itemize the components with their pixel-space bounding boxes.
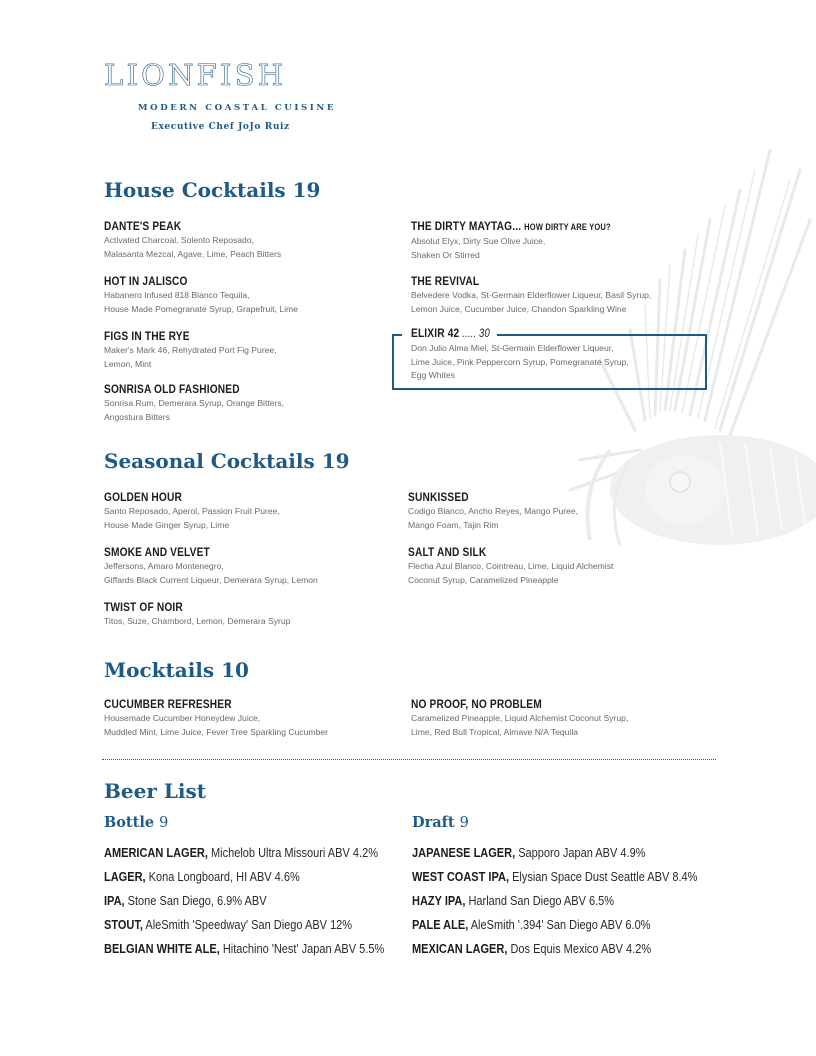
menu-item — [411, 274, 711, 315]
beer-item — [104, 941, 384, 956]
beer-item — [412, 869, 697, 884]
item-description: Lemon, Mint — [104, 358, 152, 369]
menu-item — [104, 219, 404, 260]
beer-type: STOUT, — [104, 917, 143, 932]
beer-type: BELGIAN WHITE ALE, — [104, 941, 220, 956]
item-description: Habanero Infused 818 Blanco Tequila, — [104, 290, 250, 300]
beer-item — [104, 869, 300, 884]
item-description: Santo Reposado, Aperol, Passion Fruit Puree, — [104, 506, 280, 516]
item-name: TWIST OF NOIR — [104, 600, 183, 614]
item-note: HOW DIRTY ARE YOU? — [524, 222, 611, 232]
item-name: NO PROOF, NO PROBLEM — [411, 697, 542, 711]
bottle-label: Bottle — [104, 814, 155, 831]
beer-type: HAZY IPA, — [412, 893, 466, 908]
item-description: Giffards Black Current Liqueur, Demerara Syrup, Lemon — [104, 574, 318, 585]
item-name: HOT IN JALISCO — [104, 274, 188, 288]
section-title-beer-list: Beer List — [104, 779, 207, 803]
menu-item — [104, 545, 404, 586]
draft-label: Draft — [412, 814, 455, 831]
beer-draft-heading — [412, 814, 469, 831]
item-name: ELIXIR 42 ..... 30 — [411, 326, 490, 340]
item-name: SMOKE AND VELVET — [104, 545, 210, 559]
bottle-price: 9 — [159, 815, 169, 831]
item-price: ..... 30 — [462, 328, 490, 340]
beer-item — [412, 917, 651, 932]
executive-chef: Executive Chef JoJo Ruiz — [151, 122, 290, 132]
item-name: SUNKISSED — [408, 490, 469, 504]
beer-detail: Elysian Space Dust Seattle ABV 8.4% — [509, 869, 698, 884]
item-description: Sonrisa Rum, Demerara Syrup, Orange Bitters, — [104, 398, 285, 408]
item-description: Egg Whites — [411, 370, 455, 380]
item-name: GOLDEN HOUR — [104, 490, 183, 504]
section-title-mocktails: Mocktails 10 — [104, 658, 249, 682]
section-divider — [102, 759, 716, 760]
item-description: Activated Charcoal, Solento Reposado, — [104, 235, 255, 245]
beer-detail: Hitachino 'Nest' Japan ABV 5.5% — [219, 941, 385, 956]
menu-item — [408, 490, 708, 531]
restaurant-tagline: MODERN COASTAL CUISINE — [138, 103, 337, 113]
beer-detail: Harland San Diego ABV 6.5% — [465, 893, 615, 908]
featured-menu-item — [411, 326, 711, 382]
item-description: Flecha Azul Blanco, Cointreau, Lime, Liquid Alchemist — [408, 561, 614, 571]
section-title-seasonal-cocktails: Seasonal Cocktails 19 — [104, 449, 350, 473]
beer-type: PALE ALE, — [412, 917, 469, 932]
item-description: Malasanta Mezcal, Agave, Lime, Peach Bitters — [104, 248, 282, 259]
beer-type: WEST COAST IPA, — [412, 869, 510, 884]
item-description: Shaken Or Stirred — [411, 249, 480, 260]
item-description: House Made Pomegranate Syrup, Grapefruit, Lime — [104, 303, 298, 314]
menu-item — [411, 697, 711, 738]
item-description: Lime Juice, Pink Peppercorn Syrup, Pomegranate Syrup, — [411, 356, 629, 367]
beer-detail: AleSmith 'Speedway' San Diego ABV 12% — [142, 917, 353, 932]
beer-detail: AleSmith '.394' San Diego ABV 6.0% — [468, 917, 651, 932]
item-description: House Made Ginger Syrup, Lime — [104, 519, 230, 530]
restaurant-logo: LIONFISH — [104, 58, 287, 92]
beer-detail: Sapporo Japan ABV 4.9% — [515, 845, 646, 860]
beer-type: MEXICAN LAGER, — [412, 941, 508, 956]
item-description: Muddled Mint, Lime Juice, Fever Tree Sparkling Cucumber — [104, 726, 329, 737]
beer-item — [104, 917, 352, 932]
beer-type: JAPANESE LAGER, — [412, 845, 516, 860]
menu-item — [408, 545, 708, 586]
item-description: Jeffersons, Amaro Montenegro, — [104, 561, 224, 571]
section-title-house-cocktails: House Cocktails 19 — [104, 178, 321, 202]
beer-item — [104, 893, 267, 908]
item-description: Caramelized Pineapple, Liquid Alchemist Coconut Syrup, — [411, 713, 629, 723]
beer-detail: Dos Equis Mexico ABV 4.2% — [507, 941, 652, 956]
beer-bottle-heading — [104, 814, 168, 831]
menu-item — [104, 600, 404, 628]
item-description: Coconut Syrup, Caramelized Pineapple — [408, 574, 559, 585]
beer-type: LAGER, — [104, 869, 146, 884]
beer-type: IPA, — [104, 893, 125, 908]
beer-item — [412, 845, 645, 860]
item-description: Belvedere Vodka, St-Germain Elderflower Liqueur, Basil Syrup, — [411, 290, 652, 300]
beer-item — [412, 941, 651, 956]
item-name: CUCUMBER REFRESHER — [104, 697, 232, 711]
menu-item — [411, 219, 711, 261]
item-description: Don Julio Alma Miel, St-Germain Elderflower Liqueur, — [411, 343, 614, 353]
item-name: SALT AND SILK — [408, 545, 487, 559]
item-name: THE DIRTY MAYTAG... HOW DIRTY ARE YOU? — [411, 219, 611, 233]
item-description: Absolut Elyx, Dirty Sue Olive Juice, — [411, 236, 546, 246]
beer-type: AMERICAN LAGER, — [104, 845, 208, 860]
draft-price: 9 — [459, 815, 469, 831]
item-name: FIGS IN THE RYE — [104, 329, 190, 343]
item-description: Mango Foam, Tajin Rim — [408, 519, 499, 530]
beer-detail: Stone San Diego, 6.9% ABV — [124, 893, 267, 908]
item-name: DANTE'S PEAK — [104, 219, 182, 233]
beer-detail: Kona Longboard, HI ABV 4.6% — [145, 869, 300, 884]
item-description: Titos, Suze, Chambord, Lemon, Demerara Syrup — [104, 616, 291, 626]
item-description: Lime, Red Bull Tropical, Almave N/A Tequila — [411, 726, 579, 737]
menu-item — [104, 382, 404, 423]
beer-detail: Michelob Ultra Missouri ABV 4.2% — [207, 845, 378, 860]
menu-item — [104, 274, 404, 315]
menu-item — [104, 490, 404, 531]
item-name: SONRISA OLD FASHIONED — [104, 382, 240, 396]
beer-item — [412, 893, 614, 908]
item-description: Housemade Cucumber Honeydew Juice, — [104, 713, 261, 723]
menu-item — [104, 697, 404, 738]
item-name: THE REVIVAL — [411, 274, 480, 288]
item-description: Maker's Mark 46, Rehydrated Port Fig Puree, — [104, 345, 277, 355]
item-description: Angostura Bitters — [104, 411, 170, 422]
item-description: Lemon Juice, Cucumber Juice, Chandon Sparkling Wine — [411, 303, 627, 314]
item-description: Codigo Blanco, Ancho Reyes, Mango Puree, — [408, 506, 579, 516]
beer-item — [104, 845, 378, 860]
menu-item — [104, 329, 404, 370]
